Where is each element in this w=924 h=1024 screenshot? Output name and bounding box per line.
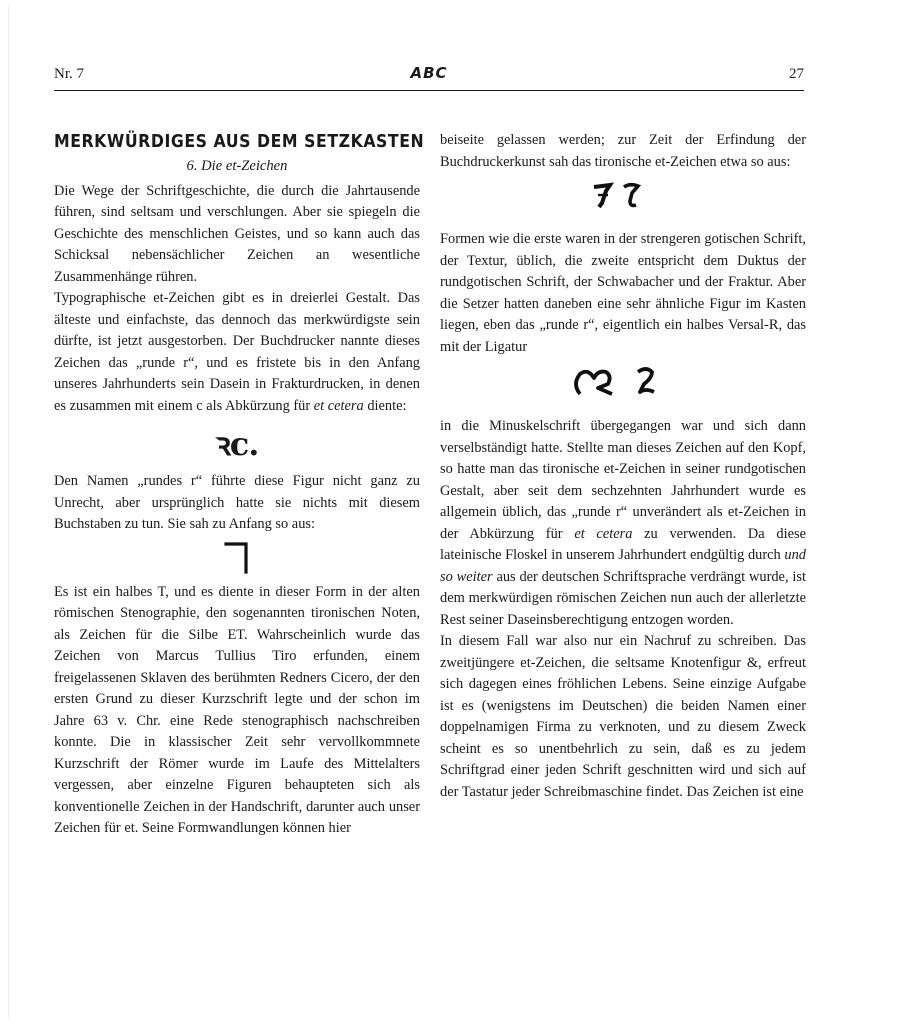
figure-rc [54, 417, 420, 471]
figure-gothic-et [440, 173, 806, 229]
paragraph-text: zu verwenden. Da diese lateinische Floskel in unserem Jahrhundert endgültig durch [440, 525, 806, 563]
page-number: 27 [789, 66, 804, 82]
article-subtitle: 6. Die et-Zeichen [186, 158, 288, 174]
emphasis: et cetera [313, 397, 364, 414]
journal-title: ABC [410, 64, 448, 82]
rc-glyph: ꝛc. [215, 425, 259, 463]
article-title: MERKWÜRDIGES AUS DEM SETZKASTEN [54, 132, 425, 152]
paragraph: Die Wege der Schriftgeschichte, die durch die Jahrtausende führen, sind seltsam und verschlungen. Aber sie spiegeln die Geschichte des menschlichen Geistes, und so kann auch das Schicksal nebensächlicher Zeichen an wesentliche Zusammenhänge rühren. [54, 182, 420, 285]
emphasis: und so weiter [440, 547, 806, 585]
right-column [440, 130, 806, 803]
gothic-et-forms-icon [588, 173, 658, 217]
figure-tironian-et [54, 536, 420, 582]
r-rotunda-ligature-icon [568, 358, 678, 404]
paragraph: Es ist ein halbes T, und es diente in dieser Form in der alten römischen Stenographie, den sogenannten tironischen Noten, als Zeichen für die Silbe ET. Wahrscheinlich wurde das Zeichen von Marcus Tullius Tiro erfunden, einem freigelassenen Sklaven des berühmten Redners Cicero, der den ersten Grund zu dieser Kurzschrift legte und der schon im Jahre 63 v. Chr. eine Rede stenographisch nachschreiben konnte. Die in klassischer Zeit sehr vervollkommnete Kurzschrift der Römer wurde im Laufe des Mittelalters vergessen, aber einzelne Figuren behaupteten sich als konventionelle Zeichen in der Handschrift, darunter auch unser Zeichen für et. Seine Formwandlungen können hier [54, 583, 420, 836]
paragraph-text: diente: [363, 397, 407, 414]
paragraph-text: in die Minuskelschrift übergegangen war und sich dann verselbständigt hatte. Stellte man dieses Zeichen auf den Kopf, so hatte man das tironische et-Zeichen in seiner rundgotischen Gestalt, aber seit dem sechzehnten Jahrhundert wurde es allgemein üblich, das „runde r“ unverändert als et-Zeichen in der Abkürzung für [440, 418, 806, 542]
left-column [54, 130, 425, 840]
issue-number: Nr. 7 [54, 66, 84, 82]
running-header [54, 64, 804, 91]
paragraph [54, 288, 420, 417]
paragraph: In diesem Fall war also nur ein Nachruf zu schreiben. Das zweitjüngere et-Zeichen, die seltsame Knotenfigur &, erfreut sich dagegen eines fröhlichen Lebens. Seine einzige Aufgabe ist es (wenigstens im Deutschen) die beiden Namen einer doppelnamigen Firma zu verknoten, und zu diesem Zweck scheint es so unentbehrlich zu sein, daß es zu jedem Schriftgrad einer jeden Schrift geschnitten wird und sich auf der Tastatur jeder Schreibmaschine findet. Das Zeichen ist eine [440, 633, 806, 800]
paragraph-text: aus der deutschen Schriftsprache verdrängt wurde, ist dem merkwürdigen römischen Zeichen nun auch der allerletzte Rest seiner Daseinsberechtigung entzogen worden. [440, 568, 806, 628]
tironian-et-icon [222, 536, 252, 576]
emphasis: et cetera [574, 525, 633, 542]
figure-r-rotunda [440, 358, 806, 416]
paragraph-text: Typographische et-Zeichen gibt es in dreierlei Gestalt. Das älteste und einfachste, das dennoch das merkwürdigste sein dürfte, ist jetzt ausgestorben. Der Buchdrucker nannte dieses Zeichen das „runde r“, und es fristete bis in den Anfang unseres Jahrhunderts sein Dasein in Frakturdrucken, in denen es zusammen mit einem c als Abkürzung für [54, 290, 420, 414]
paragraph: Formen wie die erste waren in der strengeren gotischen Schrift, der Textur, üblich, die zweite entspricht dem Duktus der rundgotischen Schrift, der Schwabacher und der Fraktur. Aber die Setzer hatten daneben eine sehr ähnliche Figur im Kasten liegen, eben das „runde r“, eigentlich ein halbes Versal-R, das mit der Ligatur [440, 231, 806, 355]
paragraph: beiseite gelassen werden; zur Zeit der Erfindung der Buchdruckerkunst sah das tironische et-Zeichen etwa so aus: [440, 132, 806, 170]
paragraph: Den Namen „rundes r“ führte diese Figur nicht ganz zu Unrecht, aber ursprünglich hatte sie nichts mit diesem Buchstaben zu tun. Sie sah zu Anfang so aus: [54, 473, 420, 532]
paragraph [440, 416, 806, 631]
